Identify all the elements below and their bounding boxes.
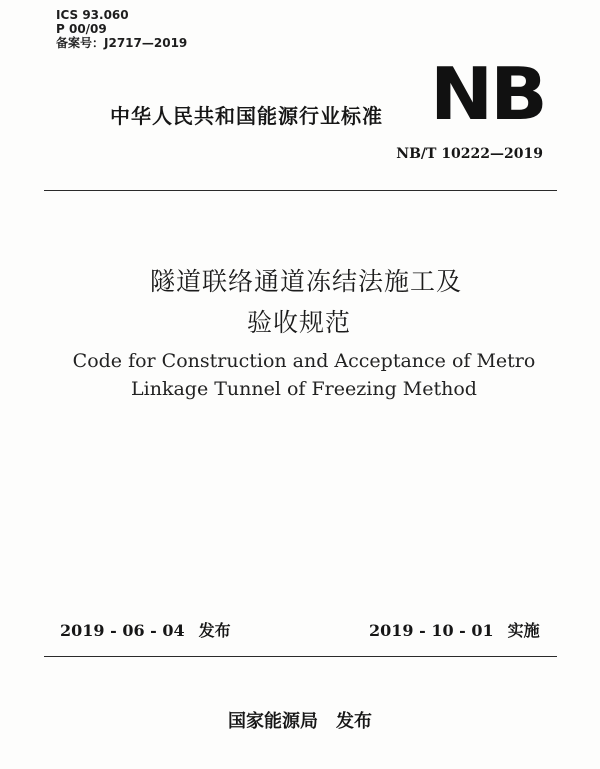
- publisher-line: [0, 707, 600, 733]
- nb-logo: NB: [430, 52, 545, 136]
- english-title-line-2: Linkage Tunnel of Freezing Method: [131, 378, 477, 400]
- bottom-divider: [44, 656, 557, 657]
- standard-category-title: 中华人民共和国能源行业标准: [110, 104, 383, 128]
- chinese-title-line-2: 验收规范: [246, 308, 351, 337]
- english-title-line-1: Code for Construction and Acceptance of Metro: [72, 350, 536, 372]
- standard-number: NB/T 10222—2019: [396, 146, 543, 162]
- implementation-label: 实施: [507, 621, 540, 640]
- publisher-label: 发布: [336, 711, 372, 732]
- top-divider: [44, 190, 557, 191]
- chinese-title-line-1: 隧道联络通道冻结法施工及: [149, 267, 462, 296]
- issue-label: 发布: [198, 621, 231, 640]
- ics-code: ICS 93.060: [56, 8, 129, 22]
- implementation-date-block: [369, 618, 540, 641]
- record-number: 备案号：J2717—2019: [56, 36, 188, 50]
- issue-date: 2019 - 06 - 04: [60, 621, 185, 640]
- class-code: P 00/09: [56, 22, 107, 36]
- implementation-date: 2019 - 10 - 01: [369, 621, 494, 640]
- issue-date-block: [60, 618, 231, 641]
- classification-block: [56, 8, 187, 50]
- publisher-name: 国家能源局: [228, 711, 318, 732]
